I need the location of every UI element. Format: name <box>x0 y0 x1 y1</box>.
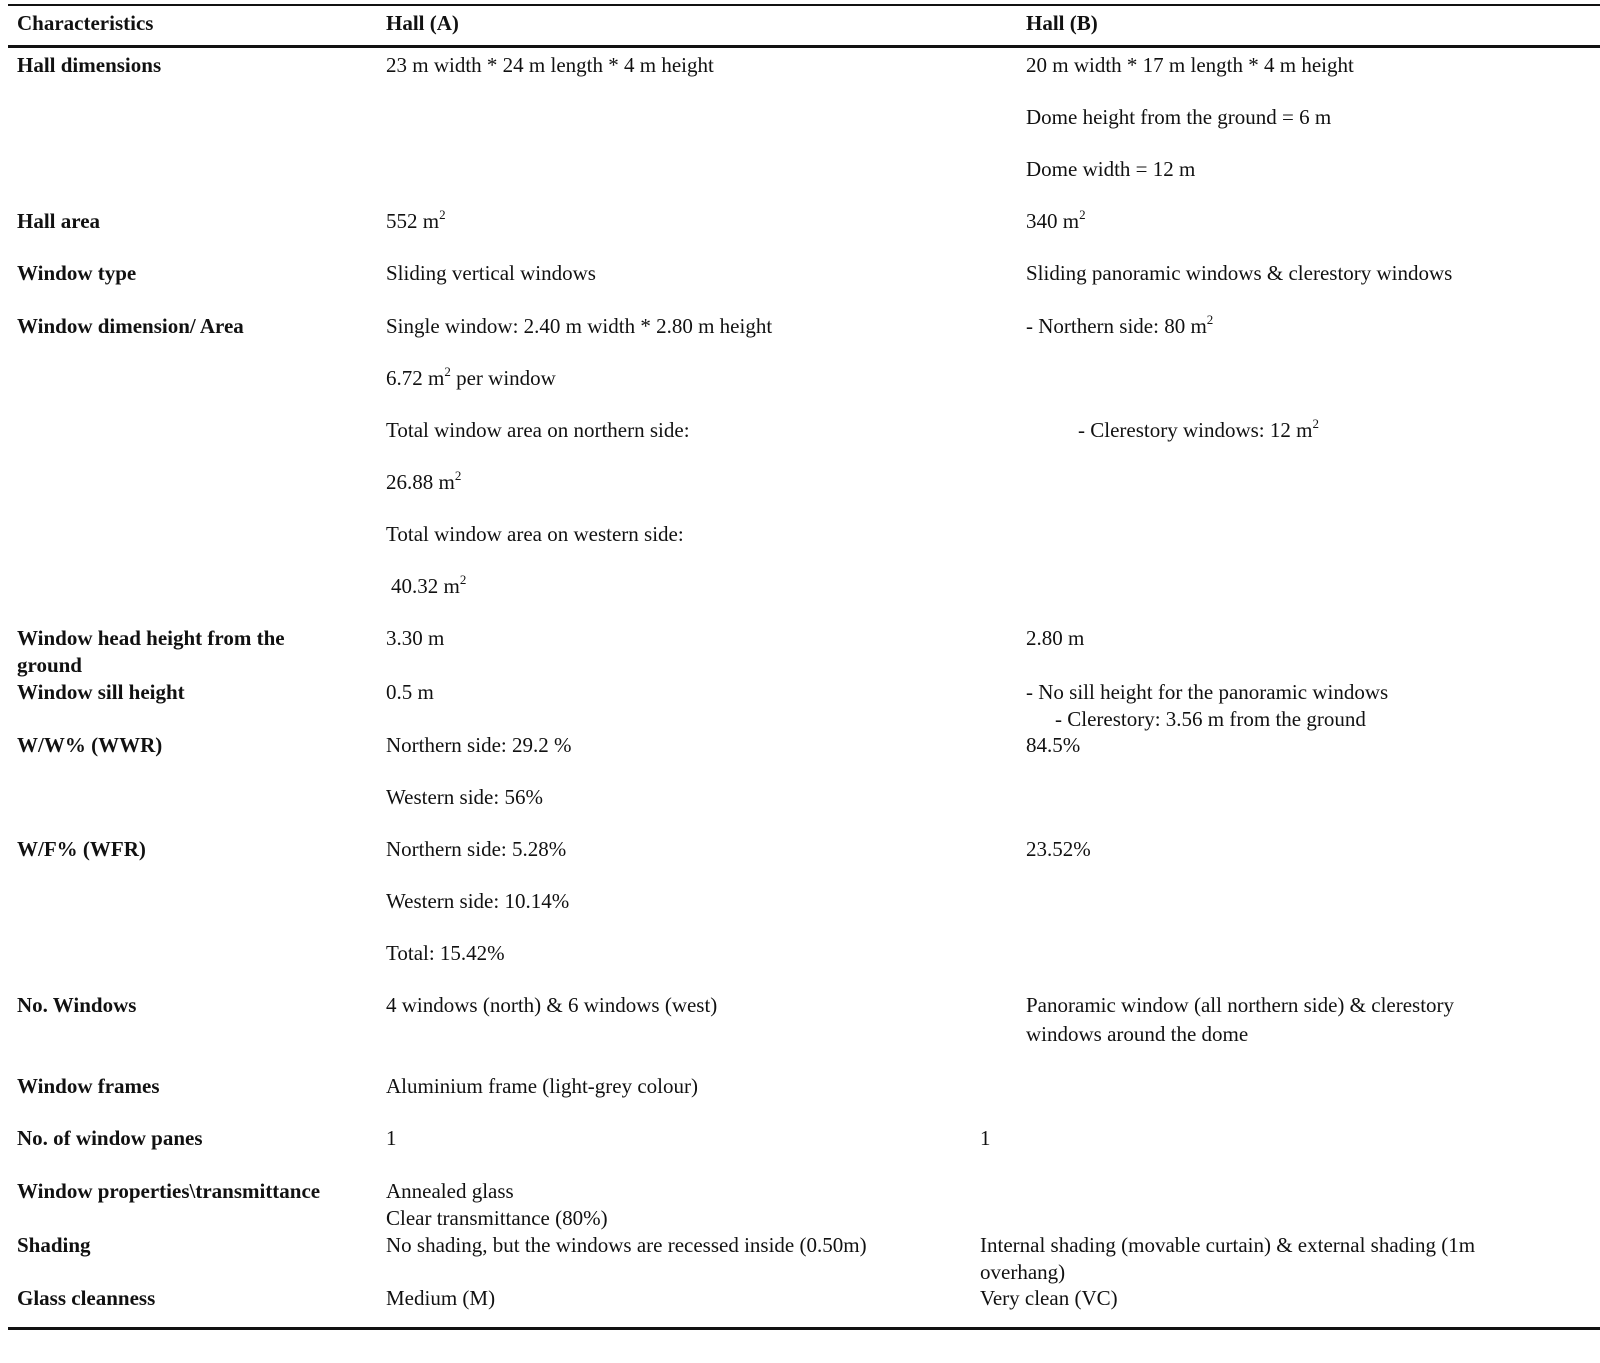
header-rule <box>8 45 1600 48</box>
cell-a-west-area-value: 40.32 $m^2$ <box>391 572 467 598</box>
cell-a-window-type: Sliding vertical windows <box>386 261 596 285</box>
cell-a-north-area-label: Total window area on northern side: <box>386 418 690 442</box>
cell-b-dome-width: Dome width = 12 m <box>1026 157 1196 181</box>
row-label-no-windows: No. Windows <box>17 993 137 1017</box>
row-label-head-height-2: ground <box>17 653 82 677</box>
cell-a-annealed-glass: Annealed glass <box>386 1179 514 1203</box>
cell-a-shading: No shading, but the windows are recessed inside (0.50m) <box>386 1233 867 1257</box>
row-label-shading: Shading <box>17 1233 91 1257</box>
cell-b-clerestory: - Clerestory windows: 12 $m^2$ <box>1078 416 1319 442</box>
cell-a-per-window: 6.72 $m^2$ per window <box>386 364 556 390</box>
row-label-window-dimension: Window dimension/ Area <box>17 314 244 338</box>
cell-b-window-panes: 1 <box>980 1126 991 1150</box>
row-label-hall-area: Hall area <box>17 209 101 233</box>
row-label-hall-dimensions: Hall dimensions <box>17 53 162 77</box>
cell-b-glass-cleanness: Very clean (VC) <box>980 1286 1118 1310</box>
cell-b-hall-dimensions: 20 m width * 17 m length * 4 m height <box>1026 53 1354 77</box>
cell-b-sill-panoramic: - No sill height for the panoramic windows <box>1026 680 1389 704</box>
cell-a-head-height: 3.30 m <box>386 626 445 650</box>
cell-b-hall-area: 340 $m^2$ <box>1026 207 1086 233</box>
header-hall-a: Hall (A) <box>386 11 459 35</box>
cell-a-north-area-value: 26.88 $m^2$ <box>386 468 462 494</box>
cell-a-wfr-total: Total: 15.42% <box>386 941 505 965</box>
row-label-sill-height: Window sill height <box>17 680 185 704</box>
bottom-rule <box>8 1327 1600 1330</box>
cell-b-sill-clerestory: - Clerestory: 3.56 m from the ground <box>1055 707 1366 731</box>
row-label-head-height-1: Window head height from the <box>17 626 285 650</box>
row-label-window-panes: No. of window panes <box>17 1126 203 1150</box>
cell-b-no-windows-1: Panoramic window (all northern side) & clerestory <box>1026 993 1455 1017</box>
row-label-window-properties: Window properties\transmittance <box>17 1179 321 1203</box>
cell-a-transmittance: Clear transmittance (80%) <box>386 1206 608 1230</box>
row-label-window-frames: Window frames <box>17 1074 160 1098</box>
header-hall-b: Hall (B) <box>1026 11 1098 35</box>
cell-b-wfr: 23.52% <box>1026 837 1091 861</box>
row-label-wfr: W/F% (WFR) <box>17 837 146 861</box>
cell-b-wwr: 84.5% <box>1026 733 1081 757</box>
row-label-glass-cleanness: Glass cleanness <box>17 1286 156 1310</box>
cell-a-window-frames: Aluminium frame (light-grey colour) <box>386 1074 698 1098</box>
cell-b-no-windows-2: windows around the dome <box>1026 1022 1249 1046</box>
cell-a-west-area-label: Total window area on western side: <box>386 522 684 546</box>
cell-a-single-window: Single window: 2.40 m width * 2.80 m height <box>386 314 773 338</box>
cell-a-window-panes: 1 <box>386 1126 397 1150</box>
row-label-wwr: W/W% (WWR) <box>17 733 163 757</box>
cell-b-northern-side: - Northern side: 80 $m^2$ <box>1026 312 1214 338</box>
cell-b-head-height: 2.80 m <box>1026 626 1085 650</box>
cell-a-no-windows: 4 windows (north) & 6 windows (west) <box>386 993 718 1017</box>
top-rule <box>8 4 1600 6</box>
cell-a-hall-area: 552 $m^2$ <box>386 207 446 233</box>
cell-b-shading-1: Internal shading (movable curtain) & external shading (1m <box>980 1233 1476 1257</box>
row-label-window-type: Window type <box>17 261 137 285</box>
cell-a-glass-cleanness: Medium (M) <box>386 1286 496 1310</box>
header-characteristics: Characteristics <box>17 11 154 35</box>
cell-a-wfr-north: Northern side: 5.28% <box>386 837 567 861</box>
cell-a-hall-dimensions: 23 m width * 24 m length * 4 m height <box>386 53 714 77</box>
cell-b-shading-2: overhang) <box>980 1260 1066 1284</box>
cell-a-sill-height: 0.5 m <box>386 680 434 704</box>
cell-a-wfr-west: Western side: 10.14% <box>386 889 570 913</box>
cell-b-dome-height: Dome height from the ground = 6 m <box>1026 105 1332 129</box>
cell-a-wwr-north: Northern side: 29.2 % <box>386 733 572 757</box>
cell-a-wwr-west: Western side: 56% <box>386 785 543 809</box>
cell-b-window-type: Sliding panoramic windows & clerestory windows <box>1026 261 1453 285</box>
